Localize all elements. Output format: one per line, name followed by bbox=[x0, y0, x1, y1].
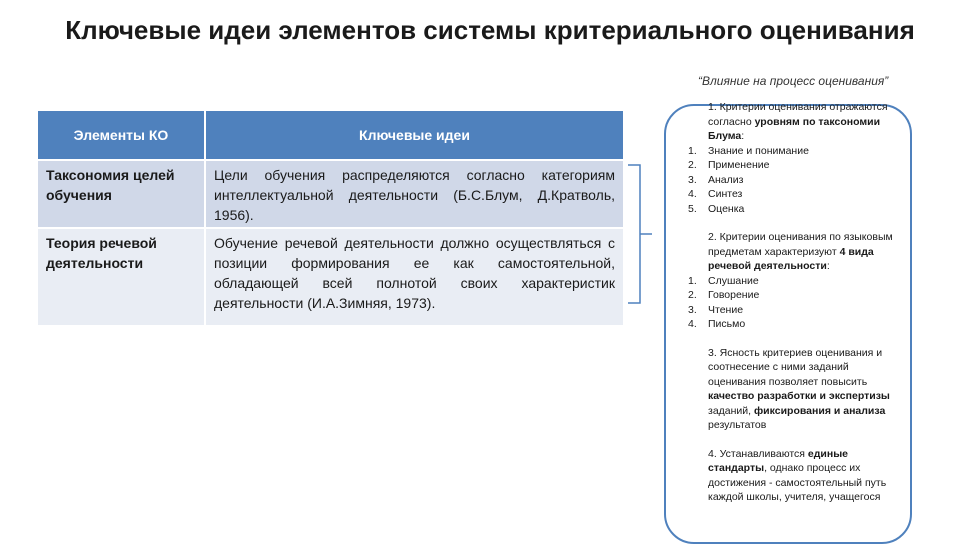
table-header-row bbox=[38, 111, 623, 160]
table-row bbox=[38, 228, 623, 325]
list-item: 2. Применение bbox=[688, 159, 770, 171]
row-element: Таксономия целей обучения bbox=[38, 160, 205, 228]
slide-title: Ключевые идеи элементов системы критериального оценивания bbox=[65, 15, 915, 45]
header-key-ideas: Ключевые идеи bbox=[205, 111, 623, 160]
speech-activity-list bbox=[688, 274, 902, 332]
impact-block-2: 2. Критерии оценивания по языковым предметам характеризуют 4 вида речевой деятельности: 1. Слушание 2. Говорение 3. Чтение 4. Письмо bbox=[688, 230, 902, 332]
bloom-levels-list bbox=[688, 144, 902, 217]
impact-block-4: 4. Устанавливаются единые стандарты, однако процесс их достижения - самостоятельный путь каждой школы, учителя, учащегося bbox=[708, 447, 887, 503]
right-bracket-connector bbox=[626, 163, 656, 308]
row-element: Теория речевой деятельности bbox=[38, 228, 205, 325]
list-item: 5. Оценка bbox=[688, 202, 745, 215]
key-ideas-table bbox=[38, 111, 623, 325]
list-item: 1. Слушание bbox=[688, 274, 759, 287]
table-row bbox=[38, 160, 623, 228]
list-item: 1. Знание и понимание bbox=[688, 144, 809, 157]
header-elements: Элементы КО bbox=[38, 111, 205, 160]
assessment-impact-panel bbox=[664, 101, 912, 544]
list-item: 3. Анализ bbox=[688, 173, 744, 186]
row-idea: Обучение речевой деятельности должно осуществляться с позиции формирования ее как самостоятельной, обладающей всей полнотой своих характеристик деятельности (И.А.Зимняя, 1973). bbox=[205, 228, 623, 325]
row-idea: Цели обучения распределяются согласно категориям интеллектуальной деятельности (Б.С.Блум, Д.Кратволь, 1956). bbox=[205, 160, 623, 228]
impact-block-1: 1. Критерии оценивания отражаются согласно уровням по таксономии Блума: 1. Знание и понимание 2. Применение 3. Анализ 4. Синтез 5. Оценка bbox=[688, 100, 902, 216]
list-item: 4. Синтез bbox=[688, 188, 743, 200]
list-item: 4. Письмо bbox=[688, 318, 746, 330]
slide-subtitle: “Влияние на процесс оценивания” bbox=[698, 74, 889, 88]
impact-block-3: 3. Ясность критериев оценивания и соотнесение с ними заданий оценивания позволяет повысить качество разработки и экспертизы заданий, фиксирования и анализа результатов bbox=[708, 346, 890, 431]
list-item: 2. Говорение bbox=[688, 289, 760, 301]
list-item: 3. Чтение bbox=[688, 303, 744, 316]
